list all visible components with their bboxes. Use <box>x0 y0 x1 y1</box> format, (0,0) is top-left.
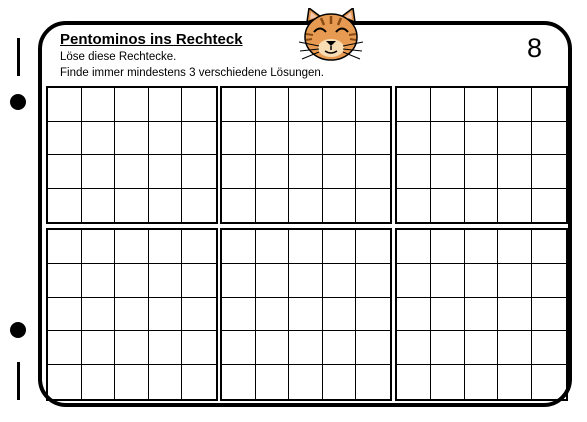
grid-cell[interactable] <box>356 331 390 365</box>
grid-cell[interactable] <box>532 88 566 122</box>
grid-cell[interactable] <box>397 122 431 156</box>
grid-cell[interactable] <box>115 230 149 264</box>
grid-cell[interactable] <box>82 331 116 365</box>
grid-cell[interactable] <box>82 298 116 332</box>
grid-cell[interactable] <box>182 189 216 223</box>
grid-cell[interactable] <box>48 189 82 223</box>
grid-cell[interactable] <box>431 189 465 223</box>
grid-cell[interactable] <box>431 88 465 122</box>
grid-cell[interactable] <box>222 155 256 189</box>
grid-cell[interactable] <box>182 264 216 298</box>
grid-cell[interactable] <box>465 189 499 223</box>
grid-cell[interactable] <box>289 88 323 122</box>
grid-cell[interactable] <box>256 155 290 189</box>
grid-cell[interactable] <box>182 365 216 399</box>
grid-cell[interactable] <box>498 298 532 332</box>
grid-cell[interactable] <box>149 264 183 298</box>
grid-cell[interactable] <box>532 331 566 365</box>
grid-cell[interactable] <box>431 298 465 332</box>
grid-cell[interactable] <box>431 264 465 298</box>
grid-cell[interactable] <box>465 122 499 156</box>
grid-cell[interactable] <box>397 189 431 223</box>
grid-cell[interactable] <box>82 365 116 399</box>
instruction-line-2: Finde immer mindestens 3 verschiedene Lösungen. <box>60 67 325 79</box>
grid-cell[interactable] <box>498 88 532 122</box>
grid-cell[interactable] <box>222 264 256 298</box>
grid-cell[interactable] <box>465 298 499 332</box>
grid-cell[interactable] <box>82 155 116 189</box>
grid-cell[interactable] <box>149 365 183 399</box>
grid-cell[interactable] <box>323 189 357 223</box>
grid-cell[interactable] <box>431 365 465 399</box>
grid-cell[interactable] <box>115 264 149 298</box>
grid-cell[interactable] <box>323 264 357 298</box>
grid-cell[interactable] <box>256 264 290 298</box>
grid-cell[interactable] <box>82 122 116 156</box>
grid-cell[interactable] <box>532 264 566 298</box>
grid-cell[interactable] <box>498 365 532 399</box>
cat-face-icon <box>297 8 365 64</box>
grid-cell[interactable] <box>498 331 532 365</box>
grid-cell[interactable] <box>431 331 465 365</box>
grid-cell[interactable] <box>465 264 499 298</box>
grid-cell[interactable] <box>149 230 183 264</box>
grid-cell[interactable] <box>289 122 323 156</box>
grid-cell[interactable] <box>465 365 499 399</box>
grid-cell[interactable] <box>356 365 390 399</box>
grid-cell[interactable] <box>356 264 390 298</box>
binder-hole-top <box>10 94 26 110</box>
grid-cell[interactable] <box>182 155 216 189</box>
grid-cell[interactable] <box>323 331 357 365</box>
grid-cell[interactable] <box>532 155 566 189</box>
grid-cell[interactable] <box>356 230 390 264</box>
grid-cell[interactable] <box>182 230 216 264</box>
page-number: 8 <box>527 33 543 63</box>
grid-cell[interactable] <box>465 88 499 122</box>
grid-cell[interactable] <box>115 331 149 365</box>
grid-cell[interactable] <box>149 122 183 156</box>
grid-cell[interactable] <box>289 230 323 264</box>
grid-cell[interactable] <box>48 331 82 365</box>
grid-cell[interactable] <box>356 122 390 156</box>
grid-cell[interactable] <box>498 122 532 156</box>
grid-cell[interactable] <box>182 88 216 122</box>
grid-cell[interactable] <box>115 122 149 156</box>
grid-cell[interactable] <box>431 122 465 156</box>
grid-cell[interactable] <box>289 189 323 223</box>
grid-cell[interactable] <box>431 230 465 264</box>
grid-cell[interactable] <box>115 189 149 223</box>
grid-cell[interactable] <box>323 230 357 264</box>
puzzle-grid-5x5 <box>395 228 568 401</box>
binder-hole-bottom <box>10 322 26 338</box>
grid-cell[interactable] <box>323 155 357 189</box>
grid-cell[interactable] <box>256 331 290 365</box>
grid-cell[interactable] <box>397 298 431 332</box>
instruction-line-1: Löse diese Rechtecke. <box>60 51 177 63</box>
grid-cell[interactable] <box>115 365 149 399</box>
grid-cell[interactable] <box>182 331 216 365</box>
grid-cell[interactable] <box>82 230 116 264</box>
grid-cell[interactable] <box>465 331 499 365</box>
grid-cell[interactable] <box>397 88 431 122</box>
grid-cell[interactable] <box>465 155 499 189</box>
grid-cell[interactable] <box>397 365 431 399</box>
grid-cell[interactable] <box>397 155 431 189</box>
grid-cell[interactable] <box>289 264 323 298</box>
grid-cell[interactable] <box>149 331 183 365</box>
grid-cell[interactable] <box>115 88 149 122</box>
grid-cell[interactable] <box>532 365 566 399</box>
binder-line-top <box>17 38 20 76</box>
grid-cell[interactable] <box>222 189 256 223</box>
grid-cell[interactable] <box>256 189 290 223</box>
grid-cell[interactable] <box>289 331 323 365</box>
grid-cell[interactable] <box>256 230 290 264</box>
grid-cell[interactable] <box>356 189 390 223</box>
grid-cell[interactable] <box>82 189 116 223</box>
grid-cell[interactable] <box>532 298 566 332</box>
grid-cell[interactable] <box>532 122 566 156</box>
puzzle-grid-4x5 <box>220 86 392 224</box>
grid-cell[interactable] <box>149 88 183 122</box>
grid-cell[interactable] <box>356 88 390 122</box>
grid-cell[interactable] <box>48 230 82 264</box>
grid-cell[interactable] <box>149 298 183 332</box>
grid-cell[interactable] <box>431 155 465 189</box>
puzzle-grid-4x5 <box>46 86 218 224</box>
grid-cell[interactable] <box>323 88 357 122</box>
grid-cell[interactable] <box>48 122 82 156</box>
grid-cell[interactable] <box>48 155 82 189</box>
grid-cell[interactable] <box>82 264 116 298</box>
grid-cell[interactable] <box>289 155 323 189</box>
grid-cell[interactable] <box>323 122 357 156</box>
grid-cell[interactable] <box>256 298 290 332</box>
grid-cell[interactable] <box>149 155 183 189</box>
grid-cell[interactable] <box>48 298 82 332</box>
worksheet-title: Pentominos ins Rechteck <box>60 31 243 48</box>
grid-cell[interactable] <box>397 331 431 365</box>
puzzle-grid-5x5 <box>220 228 392 401</box>
binder-line-bottom <box>17 362 20 400</box>
grid-cell[interactable] <box>48 365 82 399</box>
grid-cell[interactable] <box>222 365 256 399</box>
grid-cell[interactable] <box>256 88 290 122</box>
grid-cell[interactable] <box>182 298 216 332</box>
grid-cell[interactable] <box>356 298 390 332</box>
grid-cell[interactable] <box>498 155 532 189</box>
grid-cell[interactable] <box>465 230 499 264</box>
grid-cell[interactable] <box>222 230 256 264</box>
grid-cell[interactable] <box>48 264 82 298</box>
grid-cell[interactable] <box>356 155 390 189</box>
grid-cell[interactable] <box>289 365 323 399</box>
grid-cell[interactable] <box>397 264 431 298</box>
grid-cell[interactable] <box>256 365 290 399</box>
grid-cell[interactable] <box>532 189 566 223</box>
grid-cell[interactable] <box>222 88 256 122</box>
grid-cell[interactable] <box>397 230 431 264</box>
grid-cell[interactable] <box>323 365 357 399</box>
grid-cell[interactable] <box>289 298 323 332</box>
grid-cell[interactable] <box>256 122 290 156</box>
grid-cell[interactable] <box>115 298 149 332</box>
grid-cell[interactable] <box>498 264 532 298</box>
grid-cell[interactable] <box>222 331 256 365</box>
grid-cell[interactable] <box>532 230 566 264</box>
grid-cell[interactable] <box>498 230 532 264</box>
grid-cell[interactable] <box>149 189 183 223</box>
grid-cell[interactable] <box>48 88 82 122</box>
grid-cell[interactable] <box>222 298 256 332</box>
grid-cell[interactable] <box>222 122 256 156</box>
grid-cell[interactable] <box>115 155 149 189</box>
puzzle-grid-4x5 <box>395 86 568 224</box>
puzzle-grid-5x5 <box>46 228 218 401</box>
grid-cell[interactable] <box>82 88 116 122</box>
grid-cell[interactable] <box>498 189 532 223</box>
grid-cell[interactable] <box>323 298 357 332</box>
grid-cell[interactable] <box>182 122 216 156</box>
